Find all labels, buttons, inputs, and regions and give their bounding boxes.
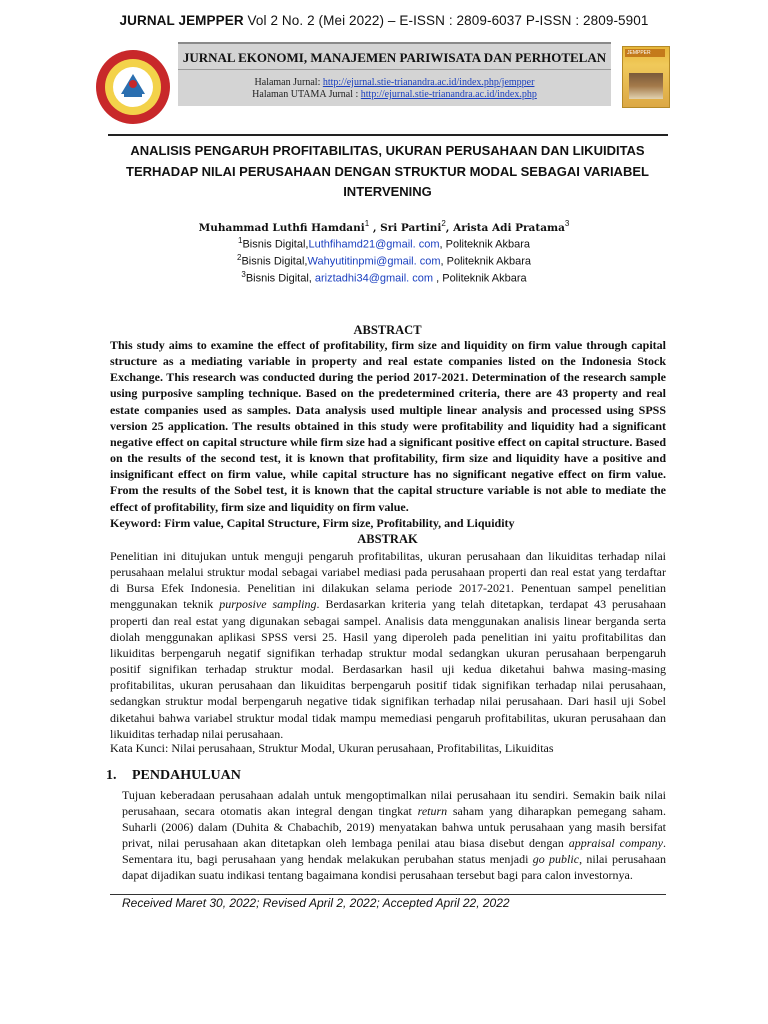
author-3-mark: 3 xyxy=(564,219,570,228)
affiliation-2: $^2$Bisnis Digital,Wahyutitinpmi@gmail. com, Politeknik Akbara xyxy=(237,253,531,268)
affiliation-1: $^1$Bisnis Digital,Luthfihamd21@gmail. com, Politeknik Akbara xyxy=(238,236,530,251)
banner-main-page-label: Halaman UTAMA Jurnal : xyxy=(252,89,361,100)
abstrak-heading: ABSTRAK xyxy=(357,532,418,546)
header-divider xyxy=(108,134,668,136)
journal-header xyxy=(0,13,768,28)
journal-cover-thumbnail xyxy=(622,46,670,108)
author-2-mark: 2 xyxy=(441,219,446,228)
journal-name: JURNAL JEMPPER xyxy=(119,13,244,28)
abstract-body xyxy=(110,337,666,531)
banner-journal-page xyxy=(178,77,611,88)
author-list: Muhammad Luthfi Hamdani$^1$ , Sri Partini$^2$, Arista Adi Pratama$^3$ xyxy=(198,219,570,234)
banner-divider xyxy=(178,69,611,70)
abstrak-body: Penelitian ini ditujukan untuk menguji pengaruh profitabilitas, ukuran perusahaan dan likuiditas terhadap nilai perusahaan melalui struktur modal sebagai variabel mediasi pada perusahaan properti dan real estat yang terdaftar di Bursa Efek Indonesia. Penelitian ini dilakukan selama periode 2017-2021. Penentuan sampel penelitian menggunakan teknik purposive sampling. Berdasarkan kriteria yang telah ditetapkan, terdapat 43 perusahaan properti dan real estat yang digunakan sebagai sampel. Analisis data menggunakan analisis linear berganda serta diolah menggunakan aplikasi SPSS versi 25. Hasil yang diperoleh pada penelitian ini yaitu profitabilitas dan likuiditas berpengaruh negatif signifikan terhadap struktur modal sedangkan ukuran perusahaan berpengaruh positif signifikan terhadap struktur modal. Berdasarkan hasil uji kedua diketahui bahwa masing-masing profitabilitas, ukuran perusahaan dan likuiditas berpengaruh positif tidak signifikan terhadap nilai perusahaan, sedangkan struktur modal berpengaruh negative tidak signifikan terhadap nilai perusahaan. Dari hasil uji Sobel diketahui bahwa variabel struktur modal tidak mampu memediasi pengaruh profitabilitas, ukuran perusahaan dan likuiditas terhadap nilai perusahaan. xyxy=(110,549,666,741)
cover-photo xyxy=(629,73,663,99)
author-2: Sri Partini xyxy=(380,221,442,234)
cover-label: JEMPPER xyxy=(625,49,665,57)
email-link[interactable]: Wahyutitinpmi@gmail. com xyxy=(307,255,441,268)
abstract-text: This study aims to examine the effect of profitability, firm size and liquidity on firm value through capital structure as a mediating variable in property and real estate companies listed on the Indonesia Stock Exchange. This research was conducted during the period 2017-2021. Determination of the research sample using purposive sampling technique. Based on the predetermined criteria, there are 43 property and real estate companies used as samples. Data analysis used multiple linear analysis and processed using SPSS version 25 application. The results obtained in this study were profitability and liquidity had a significant negative effect on capital structure while firm size had a significant positive effect on capital structure. Based on the results of the second test, it is known that profitability, firm size and liquidity have a positive and insignificant effect on firm value, while capital structure has no significant negative effect on firm value. From the results of the Sobel test, it is known that the capital structure variable is not able to mediate the effect of profitability, firm size and liquidity on firm value. xyxy=(110,338,666,514)
banner-title: JURNAL EKONOMI, MANAJEMEN PARIWISATA DAN PERHOTELAN xyxy=(182,50,607,65)
journal-issue-info: Vol 2 No. 2 (Mei 2022) – E-ISSN : 2809-6037 P-ISSN : 2809-5901 xyxy=(243,13,649,28)
email-link[interactable]: Luthfihamd21@gmail. com xyxy=(308,238,440,251)
received-dates: Received Maret 30, 2022; Revised April 2, 2022; Accepted April 22, 2022 xyxy=(122,896,510,910)
affiliation-3: $^3$Bisnis Digital, ariztadhi34@gmail. com , Politeknik Akbara xyxy=(241,270,527,285)
abstract-keywords: Keyword: Firm value, Capital Structure, Firm size, Profitability, and Liquidity xyxy=(110,515,515,530)
journal-page-link[interactable]: http://ejurnal.stie-trianandra.ac.id/index.php/jempper xyxy=(322,77,535,88)
section-title: PENDAHULUAN xyxy=(132,768,241,783)
journal-banner xyxy=(178,42,611,106)
introduction-paragraph: Tujuan keberadaan perusahaan adalah untuk mengoptimalkan nilai perusahaan itu sendiri. Semakin baik nilai perusahaan, secara otomatis akan integral dengan tingkat return saham yang diharapkan pemegang saham. Suharli (2006) dalam (Duhita & Chabachib, 2019) menyatakan bahwa untuk perusahaan yang masih bersifat privat, nilai perusahaan akan ditetapkan oleh lembaga penilai atau biasa disebut dengan appraisal company. Sementara itu, bagi perusahaan yang hendak melakukan perubahan status menjadi go public, nilai perusahaan dapat dijadikan suatu indikasi tentang bagaimana kondisi perusahaan tersebut bagi para calon investornya. xyxy=(122,788,667,883)
footer-divider xyxy=(110,894,666,895)
author-3: Arista Adi Pratama xyxy=(453,221,565,234)
author-1: Muhammad Luthfi Hamdani xyxy=(198,221,365,234)
banner-main-page xyxy=(178,89,611,100)
paper-title: ANALISIS PENGARUH PROFITABILITAS, UKURAN PERUSAHAAN DAN LIKUIDITAS TERHADAP NILAI PERUSAHAAN DENGAN STRUKTUR MODAL SEBAGAI VARIABEL INTERVENING xyxy=(126,143,649,199)
main-page-link[interactable]: http://ejurnal.stie-trianandra.ac.id/index.php xyxy=(360,89,537,100)
section-heading xyxy=(106,768,241,784)
banner-journal-page-label: Halaman Jurnal: xyxy=(254,77,323,88)
abstract-heading: ABSTRACT xyxy=(353,323,422,337)
abstrak-keywords: Kata Kunci: Nilai perusahaan, Struktur Modal, Ukuran perusahaan, Profitabilitas, Likuiditas xyxy=(110,741,554,755)
section-number: 1. xyxy=(106,768,117,783)
author-1-mark: 1 xyxy=(364,219,370,228)
email-link[interactable]: ariztadhi34@gmail. com xyxy=(314,272,434,285)
college-seal-logo xyxy=(94,48,172,126)
